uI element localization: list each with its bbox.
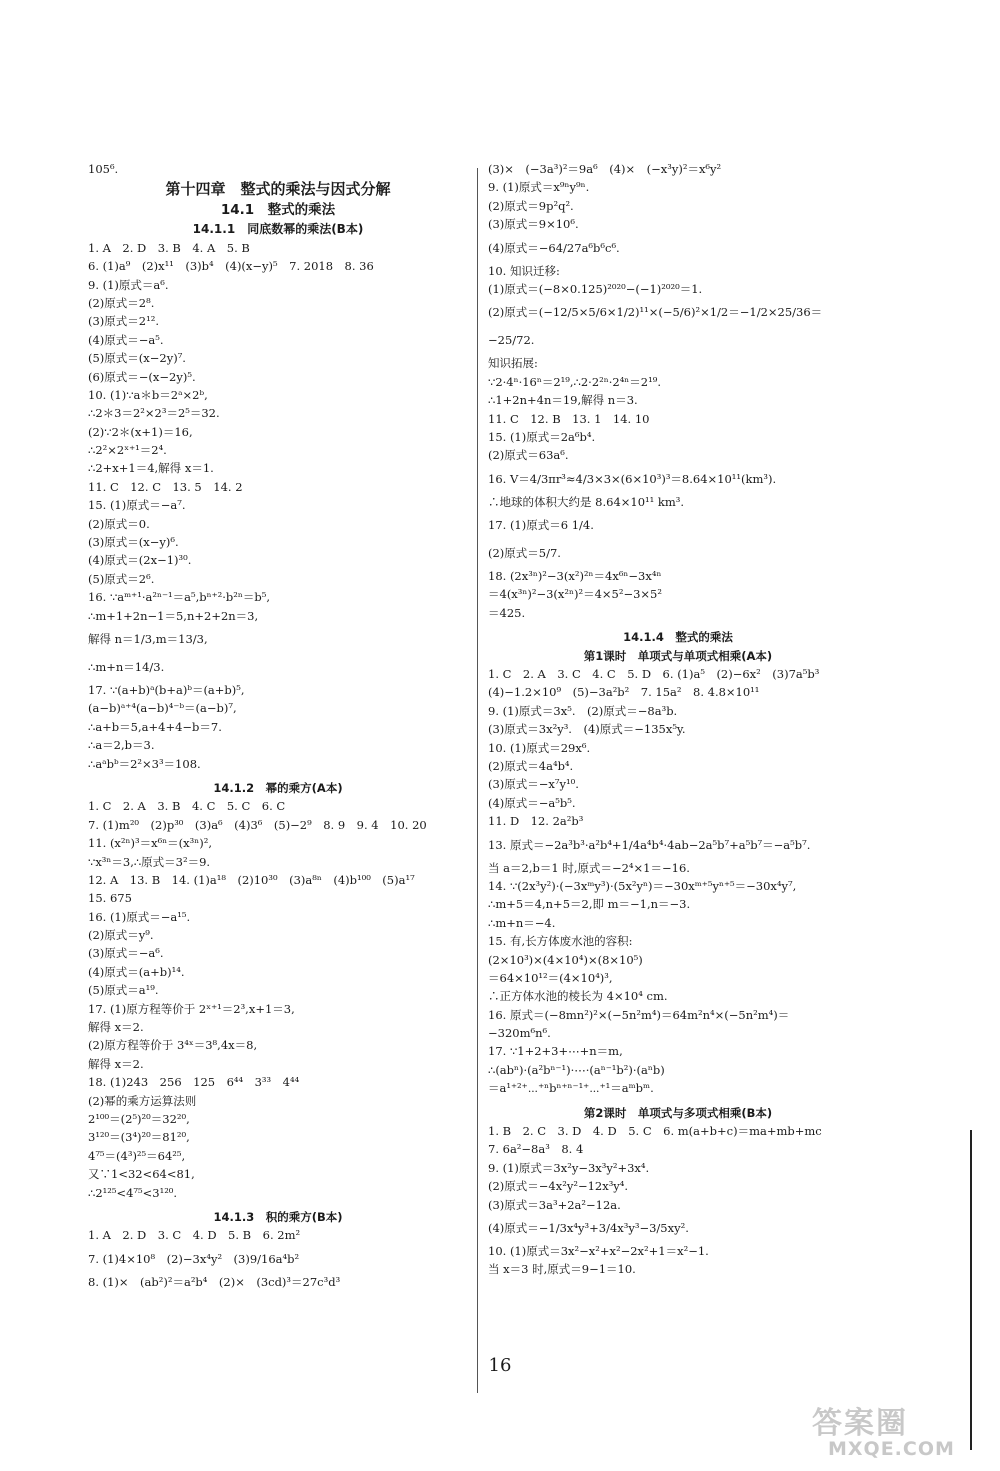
- answer-line: 知识拓展:: [488, 356, 538, 371]
- answer-line: 17. ∵(a+b)ᵃ(b+a)ᵇ＝(a+b)⁵,: [88, 682, 245, 697]
- answer-line: ∴2+x+1＝4,解得 x＝1.: [88, 461, 214, 476]
- answer-line: 17. (1)原式＝6 1/4.: [488, 518, 594, 533]
- answer-line: 当 a＝2,b＝1 时,原式＝−2⁴×1＝−16.: [488, 860, 690, 875]
- answer-line: 11. C 12. B 13. 1 14. 10: [488, 411, 650, 426]
- answer-line: (3)原式＝9×10⁶.: [488, 217, 579, 232]
- answer-line: 105⁶.: [88, 162, 119, 176]
- answer-line: 当 x＝3 时,原式＝9−1＝10.: [488, 1262, 636, 1277]
- page-number: 16: [488, 1355, 512, 1376]
- answer-line: (2)∵2＊(x+1)＝16,: [88, 424, 193, 439]
- answer-line: (3)原式＝(x−y)⁶.: [88, 535, 179, 550]
- section-heading: 14.1.4 整式的乘法: [623, 630, 733, 645]
- answer-line: 又∵1<32<64<81,: [88, 1167, 195, 1182]
- answer-line: ∴(abⁿ)·(a²bⁿ⁻¹)·⋯·(aⁿ⁻¹b²)·(aⁿb): [488, 1062, 665, 1077]
- answer-line: ∴a+b＝5,a+4+4−b＝7.: [88, 719, 222, 734]
- answer-line: ∴aᵃbᵇ＝2²×3³＝108.: [88, 756, 201, 771]
- answer-line: (2)幂的乘方运算法则: [88, 1093, 197, 1108]
- answer-line: 9. (1)原式＝x⁹ⁿy⁹ⁿ.: [488, 180, 590, 195]
- answer-line: (3)原式＝3a³+2a²−12a.: [488, 1197, 621, 1212]
- answer-line: 11. (x²ⁿ)³＝x⁶ⁿ＝(x³ⁿ)²,: [88, 836, 212, 851]
- answer-line: 10. (1)原式＝29x⁶.: [488, 740, 591, 755]
- answer-line: (4)原式＝−a⁵.: [88, 332, 164, 347]
- answer-line: 7. 6a²−8a³ 8. 4: [488, 1142, 584, 1157]
- answer-line: 9. (1)原式＝3x⁵. (2)原式＝−8a³b.: [488, 703, 678, 718]
- answer-line: 6. (1)a⁹ (2)x¹¹ (3)b⁴ (4)(x−y)⁵ 7. 2018 8. 36: [88, 259, 374, 274]
- section-heading: 第2课时 单项式与多项式相乘(B本): [583, 1105, 773, 1120]
- answer-line: (3)原式＝3x²y³. (4)原式＝−135x⁵y.: [488, 722, 686, 737]
- answer-line: 10. (1)∵a＊b＝2ᵃ×2ᵇ,: [88, 387, 208, 402]
- section-heading: 14.1.2 幂的乘方(A本): [213, 780, 343, 795]
- answer-line: (2)原式＝2⁸.: [88, 295, 155, 310]
- answer-line: 16. 原式＝(−8mn²)²×(−5n²m⁴)＝64m²n⁴×(−5n²m⁴)＝: [488, 1007, 790, 1022]
- answer-line: (6)原式＝−(x−2y)⁵.: [88, 369, 196, 384]
- answer-line: 12. A 13. B 14. (1)a¹⁸ (2)10³⁰ (3)a⁸ⁿ (4)b¹⁰⁰ (5)a¹⁷: [88, 872, 415, 887]
- section-heading: 第十四章 整式的乘法与因式分解: [165, 180, 391, 199]
- answer-line: ＝64×10¹²＝(4×10⁴)³,: [488, 970, 613, 985]
- answer-line: 解得 x＝2.: [88, 1020, 144, 1035]
- answer-line: (3)原式＝−a⁶.: [88, 946, 164, 961]
- answer-line: (2)原式＝4a⁴b⁴.: [488, 758, 574, 773]
- answer-line: (4)原式＝(a+b)¹⁴.: [88, 964, 185, 979]
- answer-line: ∵2·4ⁿ·16ⁿ＝2¹⁹,∴2·2²ⁿ·2⁴ⁿ＝2¹⁹.: [488, 374, 661, 389]
- answer-line: ∴1+2n+4n＝19,解得 n＝3.: [488, 393, 638, 408]
- answer-line: ∴正方体水池的棱长为 4×10⁴ cm.: [488, 989, 668, 1004]
- answer-line: 18. (2x³ⁿ)²−3(x²)²ⁿ＝4x⁶ⁿ−3x⁴ⁿ: [488, 569, 662, 584]
- answer-line: (2×10³)×(4×10⁴)×(8×10⁵): [488, 952, 643, 967]
- answer-line: 3¹²⁰＝(3⁴)²⁰＝81²⁰,: [88, 1130, 190, 1145]
- answer-line: ∴m+n＝14/3.: [88, 659, 165, 674]
- answer-line: 9. (1)原式＝a⁶.: [88, 277, 169, 292]
- answer-line: 4⁷⁵＝(4³)²⁵＝64²⁵,: [88, 1148, 186, 1163]
- answer-line: 16. ∵aᵐ⁺¹·a²ⁿ⁻¹＝a⁵,bⁿ⁺²·b²ⁿ＝b⁵,: [88, 590, 270, 605]
- answer-line: (2)原方程等价于 3⁴ˣ＝3⁸,4x＝8,: [88, 1038, 258, 1053]
- answer-line: 11. C 12. C 13. 5 14. 2: [88, 479, 243, 494]
- answer-line: 9. (1)原式＝3x²y−3x³y²+3x⁴.: [488, 1160, 650, 1175]
- answer-line: (4)原式＝−64/27a⁶b⁶c⁶.: [488, 240, 620, 255]
- answer-line: (3)原式＝2¹².: [88, 314, 159, 329]
- answer-line: (2)原式＝0.: [88, 516, 150, 531]
- section-heading: 14.1.1 同底数幂的乘法(B本): [192, 222, 364, 237]
- answer-line: ＝4(x³ⁿ)²−3(x²ⁿ)²＝4×5²−3×5²: [488, 587, 662, 602]
- answer-line: (2)原式＝63a⁶.: [488, 448, 569, 463]
- answer-line: 15. 675: [88, 891, 132, 906]
- answer-line: (2)原式＝y⁹.: [88, 928, 154, 943]
- answer-line: (4)原式＝−1/3x⁴y³+3/4x³y³−3/5xy².: [488, 1220, 689, 1235]
- section-heading: 14.1.3 积的乘方(B本): [213, 1209, 343, 1224]
- section-heading: 14.1 整式的乘法: [220, 202, 336, 219]
- answer-line: 16. (1)原式＝−a¹⁵.: [88, 909, 191, 924]
- answer-line: (4)原式＝−a⁵b⁵.: [488, 795, 576, 810]
- answer-line: (4)−1.2×10⁹ (5)−3a²b² 7. 15a² 8. 4.8×10¹¹: [488, 685, 760, 700]
- watermark-logo-text: 答案圈: [812, 1406, 908, 1441]
- answer-line: 16. V＝4/3πr³≈4/3×3×(6×10³)³＝8.64×10¹¹(km³).: [488, 471, 777, 486]
- answer-line: (5)原式＝(x−2y)⁷.: [88, 351, 186, 366]
- answer-line: ∴a＝2,b＝3.: [88, 738, 155, 753]
- answer-line: 7. (1)m²⁰ (2)p³⁰ (3)a⁶ (4)3⁶ (5)−2⁹ 8. 9 9. 4 10. 20: [88, 817, 427, 832]
- answer-line: 1. C 2. A 3. C 4. C 5. D 6. (1)a⁵ (2)−6x² (3)7a⁵b³: [488, 667, 820, 682]
- answer-line: 17. (1)原方程等价于 2ˣ⁺¹＝2³,x+1＝3,: [88, 1001, 295, 1016]
- answer-line: 解得 n＝1/3,m＝13/3,: [88, 631, 208, 646]
- answer-line: ∵x³ⁿ＝3,∴原式＝3²＝9.: [88, 854, 211, 869]
- answer-line: 18. (1)243 256 125 6⁴⁴ 3³³ 4⁴⁴: [88, 1075, 300, 1090]
- answer-line: (5)原式＝a¹⁹.: [88, 983, 159, 998]
- answer-line: ∴m+n＝−4.: [488, 915, 556, 930]
- answer-line: 1. A 2. D 3. C 4. D 5. B 6. 2m²: [88, 1228, 301, 1243]
- answer-line: ∴地球的体积大约是 8.64×10¹¹ km³.: [488, 494, 685, 509]
- answer-line: 17. ∵1+2+3+⋯+n＝m,: [488, 1044, 623, 1059]
- answer-line: 15. (1)原式＝2a⁶b⁴.: [488, 429, 596, 444]
- answer-column-right: [488, 160, 868, 1279]
- answer-column-left: [88, 160, 468, 1291]
- answer-line: 解得 x＝2.: [88, 1056, 144, 1071]
- answer-line: 7. (1)4×10⁸ (2)−3x⁴y² (3)9/16a⁴b²: [88, 1251, 300, 1266]
- answer-line: 11. D 12. 2a²b³: [488, 814, 584, 829]
- answer-line: ＝a¹⁺²⁺⋯⁺ⁿbⁿ⁺ⁿ⁻¹⁺⋯⁺¹＝aᵐbᵐ.: [488, 1081, 654, 1096]
- answer-line: ∴2＊3＝2²×2³＝2⁵＝32.: [88, 406, 220, 421]
- answer-line: −25/72.: [488, 333, 535, 348]
- column-divider: [477, 168, 478, 1393]
- answer-line: (2)原式＝9p²q².: [488, 198, 574, 213]
- answer-line: (5)原式＝2⁶.: [88, 571, 155, 586]
- answer-line: 2¹⁰⁰＝(2⁵)²⁰＝32²⁰,: [88, 1111, 190, 1126]
- answer-line: 1. C 2. A 3. B 4. C 5. C 6. C: [88, 799, 286, 814]
- answer-line: (4)原式＝(2x−1)³⁰.: [88, 553, 192, 568]
- answer-line: (3)× (−3a³)²＝9a⁶ (4)× (−x³y)²＝x⁶y²: [488, 162, 722, 176]
- answer-line: 1. B 2. C 3. D 4. D 5. C 6. m(a+b+c)＝ma+mb+mc: [488, 1124, 822, 1139]
- answer-line: 15. (1)原式＝−a⁷.: [88, 498, 186, 513]
- answer-line: 1. A 2. D 3. B 4. A 5. B: [88, 240, 250, 255]
- section-heading: 第1课时 单项式与单项式相乘(A本): [583, 648, 773, 663]
- answer-line: ＝425.: [488, 605, 526, 620]
- watermark-logo: [808, 1398, 978, 1466]
- answer-line: (2)原式＝5/7.: [488, 546, 561, 561]
- answer-line: (2)原式＝(−12/5×5/6×1/2)¹¹×(−5/6)²×1/2＝−1/2×25/36＝: [488, 305, 823, 320]
- answer-line: 10. (1)原式＝3x²−x²+x²−2x²+1＝x²−1.: [488, 1243, 709, 1258]
- answer-line: 13. 原式＝−2a³b³·a²b⁴+1/4a⁴b⁴·4ab−2a⁵b⁷+a⁵b⁷＝−a⁵b⁷.: [488, 837, 811, 852]
- answer-line: (3)原式＝−x⁷y¹⁰.: [488, 777, 579, 792]
- answer-line: 14. ∵(2x³y²)·(−3xᵐy³)·(5x²yⁿ)＝−30xᵐ⁺⁵yⁿ⁺⁵＝−30x⁴y⁷,: [488, 878, 797, 893]
- answer-line: 10. 知识迁移:: [488, 263, 560, 278]
- answer-line: ∴2¹²⁵<4⁷⁵<3¹²⁰.: [88, 1185, 178, 1200]
- answer-line: (1)原式＝(−8×0.125)²⁰²⁰−(−1)²⁰²⁰＝1.: [488, 281, 703, 296]
- answer-line: −320m⁶n⁶.: [488, 1026, 551, 1041]
- answer-line: ∴2²×2ˣ⁺¹＝2⁴.: [88, 443, 167, 458]
- answer-line: ∴m+1+2n−1＝5,n+2+2n＝3,: [88, 608, 259, 623]
- answer-line: ∴m+5＝4,n+5＝2,即 m＝−1,n＝−3.: [488, 897, 691, 912]
- answer-line: (a−b)ᵃ⁺⁴(a−b)⁴⁻ᵇ＝(a−b)⁷,: [88, 701, 237, 716]
- answer-line: 8. (1)× (ab²)²＝a²b⁴ (2)× (3cd)³＝27c³d³: [88, 1274, 341, 1289]
- answer-line: 15. 有,长方体废水池的容积:: [488, 934, 633, 949]
- watermark-logo-url: MXQE.COM: [828, 1438, 955, 1460]
- answer-line: (2)原式＝−4x²y²−12x³y⁴.: [488, 1179, 629, 1194]
